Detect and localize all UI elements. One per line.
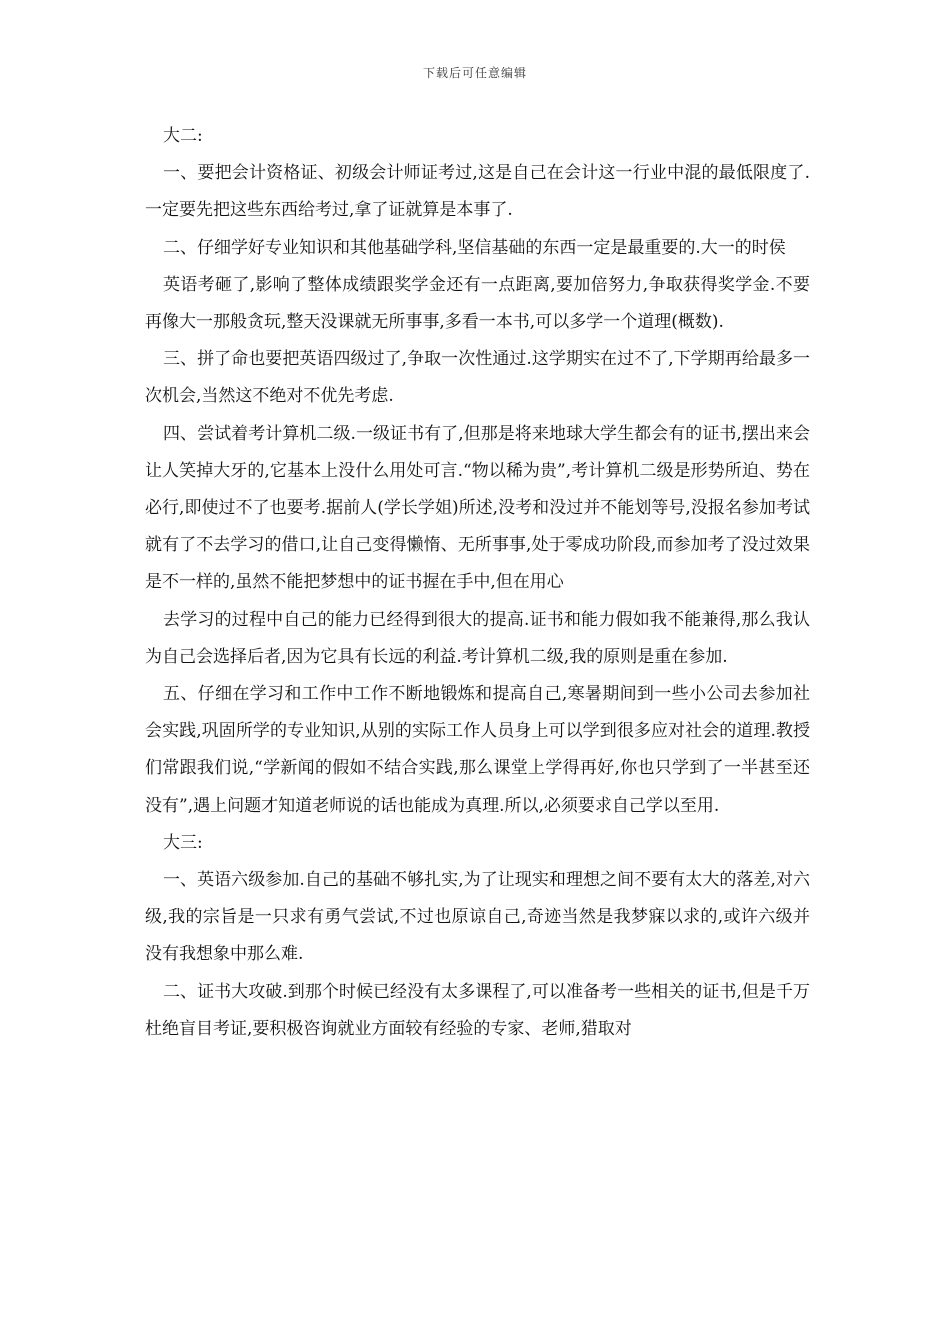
paragraph: 三、拼了命也要把英语四级过了,争取一次性通过.这学期实在过不了,下学期再给最多一次机会,当然这不绝对不优先考虑. xyxy=(145,349,810,407)
paragraph: 四、尝试着考计算机二级.一级证书有了,但那是将来地球大学生都会有的证书,摆出来会让人笑掉大牙的,它基本上没什么用处可言.“物以稀为贵”,考计算机二级是形势所迫、势在必行,即使过不了也要考.据前人(学长学姐)所述,没考和没过并不能划等号,没报名参加考试就有了不去学习的借口,让自己变得懒惰、无所事事,处于零成功阶段,而参加考了没过效果是不一样的,虽然不能把梦想中的证书握在手中,但在用心 xyxy=(145,423,810,593)
paragraph: 英语考砸了,影响了整体成绩跟奖学金还有一点距离,要加倍努力,争取获得奖学金.不要再像大一那般贪玩,整天没课就无所事事,多看一本书,可以多学一个道理(概数). xyxy=(145,274,810,333)
paragraph: 一、英语六级参加.自己的基础不够扎实,为了让现实和理想之间不要有太大的落差,对六级,我的宗旨是一只求有勇气尝试,不过也原谅自己,奇迹当然是我梦寐以求的,或许六级并没有我想象中那么难. xyxy=(145,870,810,965)
paragraph: 去学习的过程中自己的能力已经得到很大的提高.证书和能力假如我不能兼得,那么我认为自己会选择后者,因为它具有长远的利益.考计算机二级,我的原则是重在参加. xyxy=(145,609,810,667)
paragraph: 一、要把会计资格证、初级会计师证考过,这是自己在会计这一行业中混的最低限度了.一定要先把这些东西给考过,拿了证就算是本事了. xyxy=(145,163,810,221)
page-header: 下载后可任意编辑 xyxy=(422,66,527,80)
paragraph: 二、仔细学好专业知识和其他基础学科,坚信基础的东西一定是最重要的.大一的时侯 xyxy=(163,237,786,258)
paragraph: 二、证书大攻破.到那个时候已经没有太多课程了,可以准备考一些相关的证书,但是千万杜绝盲目考证,要积极咨询就业方面较有经验的专家、老师,猎取对 xyxy=(145,981,810,1039)
section-heading-year-three: 大三: xyxy=(163,832,203,853)
paragraph: 五、仔细在学习和工作中工作不断地锻炼和提高自己,寒暑期间到一些小公司去参加社会实践,巩固所学的专业知识,从别的实际工作人员身上可以学到很多应对社会的道理.教授们常跟我们说,“学新闻的假如不结合实践,那么课堂上学得再好,你也只学到了一半甚至还没有”,遇上问题才知道老师说的话也能成为真理.所以,必须要求自己学以至用. xyxy=(145,684,810,816)
section-heading-year-two: 大二: xyxy=(163,126,203,146)
document-body xyxy=(145,118,810,1048)
